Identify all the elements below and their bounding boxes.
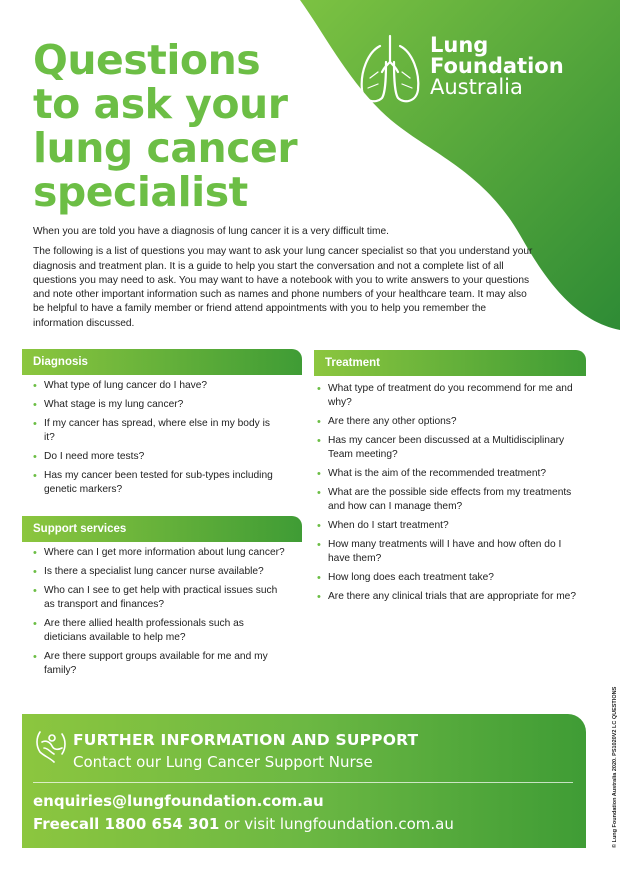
logo-word: Australia xyxy=(430,75,523,99)
treatment-heading: Treatment xyxy=(325,357,380,369)
support-list xyxy=(33,546,288,683)
contact-line xyxy=(33,815,454,833)
support-heading: Support services xyxy=(33,523,127,535)
diagnosis-header xyxy=(22,349,302,375)
list-item: • When do I start treatment? xyxy=(317,519,577,533)
support-header xyxy=(22,516,302,542)
intro-text xyxy=(33,225,533,337)
list-item: • Are there any other options? xyxy=(317,415,577,429)
list-item: • Has my cancer been discussed at a Multidisciplinary Team meeting? xyxy=(317,434,577,462)
copyright-note: © Lung Foundation Australia 2020. PS1020V2 LC QUESTIONS xyxy=(612,686,618,848)
list-item: • Are there any clinical trials that are appropriate for me? xyxy=(317,590,577,604)
footer-heading: FURTHER INFORMATION AND SUPPORT xyxy=(73,731,419,749)
title-line: lung cancer xyxy=(33,124,298,172)
email-link[interactable]: enquiries@lungfoundation.com.au xyxy=(33,792,324,810)
title-line: Questions xyxy=(33,36,261,84)
title-line: specialist xyxy=(33,168,248,216)
treatment-list xyxy=(317,382,577,609)
intro-paragraph: When you are told you have a diagnosis of lung cancer it is a very difficult time. xyxy=(33,226,389,237)
list-item: • If my cancer has spread, where else in my body is it? xyxy=(33,417,273,445)
list-item: • Is there a specialist lung cancer nurse available? xyxy=(33,565,288,579)
list-item: • Are there allied health professionals such as dieticians available to help me? xyxy=(33,617,288,645)
footer-divider xyxy=(33,782,573,783)
footer-subheading: Contact our Lung Cancer Support Nurse xyxy=(73,753,373,771)
list-item: • What stage is my lung cancer? xyxy=(33,398,273,412)
page-title xyxy=(33,38,333,214)
logo-word: Foundation xyxy=(430,54,564,78)
brand-logo-text xyxy=(430,35,564,98)
list-item: • What type of lung cancer do I have? xyxy=(33,379,273,393)
list-item: • How many treatments will I have and how often do I have them? xyxy=(317,538,577,566)
list-item: • What is the aim of the recommended treatment? xyxy=(317,467,577,481)
diagnosis-list xyxy=(33,379,273,502)
helping-hands-icon xyxy=(32,728,70,766)
list-item: • Has my cancer been tested for sub-types including genetic markers? xyxy=(33,469,273,497)
freecall-number[interactable]: Freecall 1800 654 301 xyxy=(33,815,220,833)
list-item: • What are the possible side effects from my treatments and how can I manage them? xyxy=(317,486,577,514)
treatment-header xyxy=(314,350,586,376)
list-item: • What type of treatment do you recommend for me and why? xyxy=(317,382,577,410)
list-item: • How long does each treatment take? xyxy=(317,571,577,585)
list-item: • Where can I get more information about lung cancer? xyxy=(33,546,288,560)
list-item: • Do I need more tests? xyxy=(33,450,273,464)
list-item: • Are there support groups available for me and my family? xyxy=(33,650,288,678)
diagnosis-heading: Diagnosis xyxy=(33,356,88,368)
logo-word: Lung xyxy=(430,33,489,57)
intro-paragraph: The following is a list of questions you may want to ask your lung cancer specialist so that you understand your diagnosis and treatment plan. It is a guide to help you start the conversation and not a complete list of all questions you may need to ask. You may want to have a notebook with you to write answers to your questions and note other important information such as names and phone numbers of your healthcare team. It may also be helpful to have a family member or friend attend appointments with you to help you remember the information discussed. xyxy=(33,246,533,329)
title-line: to ask your xyxy=(33,80,288,128)
list-item: • Who can I see to get help with practical issues such as transport and finances? xyxy=(33,584,288,612)
website-link[interactable]: or visit lungfoundation.com.au xyxy=(219,815,454,833)
